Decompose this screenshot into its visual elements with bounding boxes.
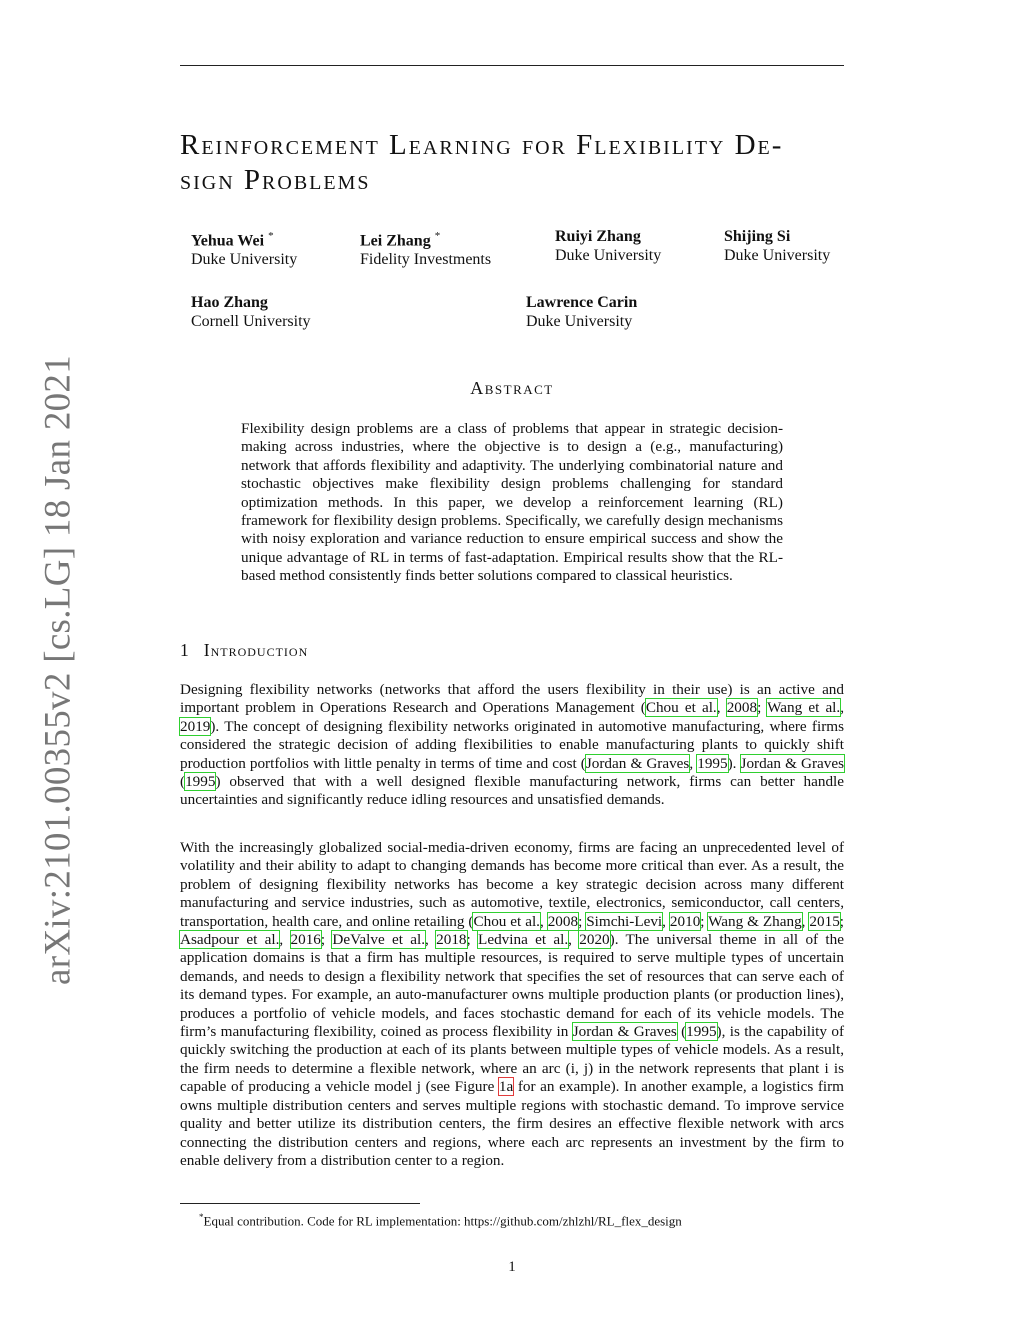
author-name: Ruiyi Zhang bbox=[555, 228, 641, 245]
footnote-rule bbox=[180, 1203, 420, 1204]
intro-paragraph-2 bbox=[180, 839, 844, 1170]
paragraph-text: ; bbox=[320, 931, 333, 949]
equal-contribution-mark: * bbox=[268, 230, 274, 242]
paragraph-text: , bbox=[662, 912, 670, 930]
citation-link[interactable]: 1995 bbox=[185, 773, 216, 791]
citation-link[interactable]: 1995 bbox=[686, 1023, 717, 1041]
citation-link[interactable]: 1995 bbox=[697, 754, 728, 772]
author-affiliation: Cornell University bbox=[191, 313, 311, 330]
paragraph-text: for an example). In another example, a logistics firm owns multiple distribution centers and serves multiple regions with stochastic demand. To improve service quality and better utilize its distribution centers, the firm desires an effective flexible network with arcs connecting the distribution centers and regions, where each arc represents an investment by the firm to enable delivery from a distribution center to a region. bbox=[180, 1078, 844, 1169]
author-affiliation: Duke University bbox=[191, 251, 298, 269]
title-line-2: sign Problems bbox=[180, 164, 371, 196]
paragraph-text: , bbox=[539, 912, 548, 930]
paragraph-text: ; bbox=[466, 931, 479, 949]
abstract-text: Flexibility design problems are a class of problems that appear in strategic decision-making across industries, where the objective is to design a (e.g., manufacturing) network that affords flexibility and adaptivity. The underlying combinatorial nature and stochastic objectives make flexibility design problems challenging for standard optimization methods. In this paper, we develop a reinforcement learning (RL) framework for flexibility design problems. Specifically, we carefully design mechanisms with noisy exploration and variance reduction to ensure empirical success and show the unique advantage of RL in terms of fast-adaptation. Empirical results show that the RL-based method consistently finds better solutions compared to classical heuristics. bbox=[241, 420, 783, 585]
author-block bbox=[526, 293, 637, 331]
citation-link[interactable]: Wang & Zhang bbox=[708, 912, 802, 930]
paragraph-text: ) observed that with a well designed flexible manufacturing network, firms can better handle uncertainties and significantly reduce idling resources and unsatisfied demands. bbox=[180, 773, 844, 809]
author-block bbox=[724, 227, 830, 265]
paragraph-text: ). The universal theme in all of the application domains is that a firm has multiple resources, is required to serve multiple types of uncertain demands, and needs to design a flexibility network that specifies the set of resources that can serve each of its demand types. For example, an auto-manufacturer owns multiple production plants (or production lines), produces a portfolio of vehicle models, and faces stochastic demand for each of its vehicle models. The firm’s manufacturing flexibility, coined as process flexibility in bbox=[180, 931, 844, 1041]
paragraph-text: ; bbox=[700, 912, 709, 930]
author-name: Shijing Si bbox=[724, 228, 791, 245]
paragraph-text: ; bbox=[839, 912, 845, 930]
section-title: Introduction bbox=[203, 640, 309, 660]
author-affiliation: Duke University bbox=[724, 247, 831, 264]
citation-link[interactable]: Ledvina et al. bbox=[478, 931, 569, 949]
author-name: Yehua Wei bbox=[191, 232, 265, 250]
citation-link[interactable]: 2008 bbox=[726, 699, 758, 717]
paragraph-text: ; bbox=[757, 699, 768, 717]
citation-link[interactable]: Wang et al. bbox=[767, 699, 841, 717]
author-name: Lei Zhang bbox=[360, 232, 431, 250]
paragraph-text: , bbox=[840, 699, 845, 717]
equal-contribution-mark: * bbox=[434, 230, 441, 242]
section-number: 1 bbox=[180, 640, 190, 660]
paragraph-text: , bbox=[279, 931, 291, 949]
footnote bbox=[199, 1209, 682, 1229]
arxiv-sidebar bbox=[37, 354, 79, 986]
paragraph-text: Designing flexibility networks (networks that afford the users flexibility in their use) is an active and important problem in Operations Research and Operations Management ( bbox=[180, 681, 844, 717]
citation-link[interactable]: 2010 bbox=[669, 912, 701, 930]
citation-link[interactable]: 2015 bbox=[809, 912, 840, 930]
citation-link[interactable]: Simchi-Levi bbox=[586, 912, 663, 930]
paragraph-text: ). The concept of designing flexibility networks originated in automotive manufacturing, where firms considered the strategic decision of adding flexibilities to enable manufacturing plants to quickly shift production portfolios with little penalty in terms of time and cost ( bbox=[180, 717, 844, 772]
footnote-text: Equal contribution. Code for RL implementation: https://github.com/zhlzhl/RL_flex_design bbox=[203, 1213, 682, 1229]
intro-paragraph-1 bbox=[180, 681, 844, 810]
author-block bbox=[360, 227, 491, 269]
author-name: Hao Zhang bbox=[191, 294, 268, 311]
citation-link[interactable]: 2019 bbox=[180, 717, 211, 735]
paragraph-text: ( bbox=[676, 1023, 687, 1041]
paragraph-text: ). bbox=[727, 754, 741, 772]
author-affiliation: Duke University bbox=[555, 247, 662, 264]
citation-link[interactable]: Jordan & Graves bbox=[585, 754, 690, 772]
paper-title bbox=[180, 128, 850, 198]
title-line-1: Reinforcement Learning for Flexibility De- bbox=[180, 129, 784, 161]
abstract-heading: Abstract bbox=[470, 378, 554, 398]
figure-reference-link[interactable]: 1a bbox=[498, 1078, 514, 1096]
author-name: Lawrence Carin bbox=[526, 294, 638, 311]
citation-link[interactable]: Jordan & Graves bbox=[740, 754, 844, 772]
section-heading bbox=[180, 640, 308, 661]
paragraph-text: , bbox=[801, 912, 810, 930]
citation-link[interactable]: Chou et al. bbox=[473, 912, 540, 930]
arxiv-id[interactable]: arXiv:2101.00355v2 [cs.LG] 18 Jan 2021 bbox=[37, 354, 79, 986]
author-block bbox=[191, 227, 297, 269]
header-rule bbox=[180, 65, 844, 66]
footnote-mark: * bbox=[199, 1212, 204, 1222]
author-block bbox=[555, 227, 661, 265]
citation-link[interactable]: Jordan & Graves bbox=[572, 1023, 677, 1041]
paragraph-text: With the increasingly globalized social-media-driven economy, firms are facing an unprecedented level of volatility and their ability to adapt to changing demands has become more critical than ever. As a result, the problem of designing flexibility networks has become a key strategic decision across many different manufacturing and service industries, such as automotive, textile, electronics, semiconductor, call centers, transportation, health care, and online retailing ( bbox=[180, 839, 844, 930]
author-block bbox=[191, 293, 311, 331]
citation-link[interactable]: DeValve et al. bbox=[332, 931, 426, 949]
paragraph-text: ( bbox=[180, 773, 186, 791]
citation-link[interactable]: 2020 bbox=[579, 931, 610, 949]
paragraph-text: ), is the capability of quickly switching the production at each of its plants between multiple types of vehicle models. As a result, the firm needs to determine a flexible network, where an arc (i, j) in the network represents that plant i is capable of producing a vehicle model j (see Figure bbox=[180, 1023, 844, 1096]
page-number: 1 bbox=[508, 1259, 516, 1275]
paragraph-text: , bbox=[425, 931, 437, 949]
citation-link[interactable]: Asadpour et al. bbox=[180, 931, 280, 949]
citation-link[interactable]: 2016 bbox=[290, 931, 321, 949]
citation-link[interactable]: 2008 bbox=[547, 912, 579, 930]
paragraph-text: , bbox=[716, 699, 727, 717]
author-affiliation: Duke University bbox=[526, 313, 633, 330]
paragraph-text: , bbox=[689, 754, 698, 772]
paragraph-text: , bbox=[568, 931, 580, 949]
citation-link[interactable]: 2018 bbox=[436, 931, 467, 949]
paragraph-text: ; bbox=[578, 912, 587, 930]
citation-link[interactable]: Chou et al. bbox=[645, 699, 717, 717]
author-affiliation: Fidelity Investments bbox=[360, 251, 492, 269]
